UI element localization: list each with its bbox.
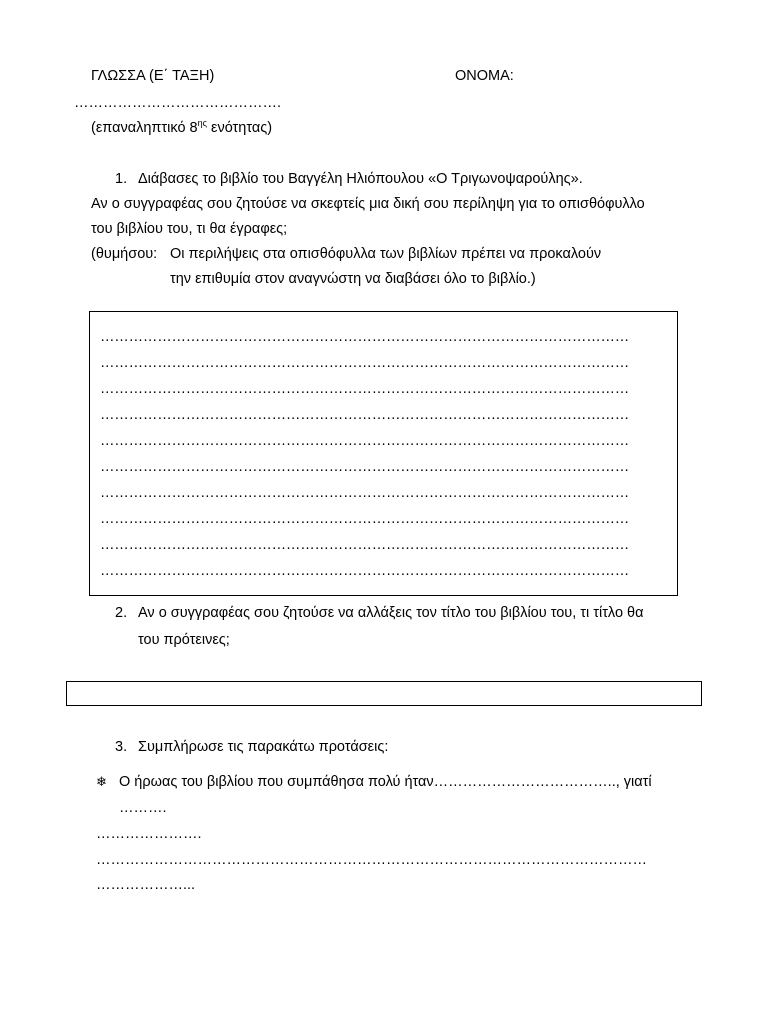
answer-line: ………………………………………………………………………………………………… [100, 511, 630, 527]
question-2-line2: του πρότεινες; [138, 632, 230, 648]
answer-line: ………………………………………………………………………………………………… [100, 485, 630, 501]
name-dots: ……………………………………. [74, 95, 282, 111]
fill-line: …………………. [96, 826, 202, 842]
answer-line: ………………………………………………………………………………………………… [100, 355, 630, 371]
hint-label: (θυμήσου: [91, 246, 158, 262]
question-2-number: 2. [115, 605, 128, 621]
snowflake-bullet-icon: ❄ [96, 774, 107, 789]
answer-line: ………………………………………………………………………………………………… [100, 563, 630, 579]
question-1-line3: του βιβλίου του, τι θα έγραφες; [91, 221, 288, 237]
answer-line: ………………………………………………………………………………………………… [100, 459, 630, 475]
question-1-line2: Αν ο συγγραφέας σου ζητούσε να σκεφτείς μια δική σου περίληψη για το οπισθόφυλλο [91, 196, 645, 212]
hint-line1: Οι περιλήψεις στα οπισθόφυλλα των βιβλίων πρέπει να προκαλούν [170, 246, 602, 262]
question-3-text: Συμπλήρωσε τις παρακάτω προτάσεις: [138, 739, 389, 755]
question-3-number: 3. [115, 739, 128, 755]
title-answer-box[interactable] [66, 681, 702, 706]
bullet-sentence-line1: Ο ήρωας του βιβλίου που συμπάθησα πολύ ήταν……………………………….., γιατί [119, 774, 652, 790]
answer-line: ………………………………………………………………………………………………… [100, 381, 630, 397]
question-2-line1: Αν ο συγγραφέας σου ζητούσε να αλλάξεις τον τίτλο του βιβλίου του, τι τίτλο θα [138, 605, 644, 621]
hint-line2: την επιθυμία στον αναγνώστη να διαβάσει όλο το βιβλίο.) [170, 271, 536, 287]
question-1-text: Διάβασες το βιβλίο του Βαγγέλη Ηλιόπουλου «Ο Τριγωνοψαρούλης». [138, 171, 583, 187]
answer-line: ………………………………………………………………………………………………… [100, 433, 630, 449]
fill-line: ………………... [96, 877, 196, 893]
name-label: ΟΝΟΜΑ: [455, 68, 514, 84]
answer-line: ………………………………………………………………………………………………… [100, 537, 630, 553]
bullet-sentence-line2: ………. [119, 800, 167, 816]
fill-line: …………………………………………………………………………………………………… [96, 852, 647, 868]
answer-line: ………………………………………………………………………………………………… [100, 407, 630, 423]
answer-line: ………………………………………………………………………………………………… [100, 329, 630, 345]
summary-answer-box[interactable] [89, 311, 678, 596]
revision-subtitle: (επαναληπτικό $8^{\eta\varsigma}$ ενότητας) [91, 118, 273, 136]
question-1-number: 1. [115, 171, 128, 187]
subject-title: ΓΛΩΣΣΑ (Ε΄ ΤΑΞΗ) [91, 68, 215, 84]
